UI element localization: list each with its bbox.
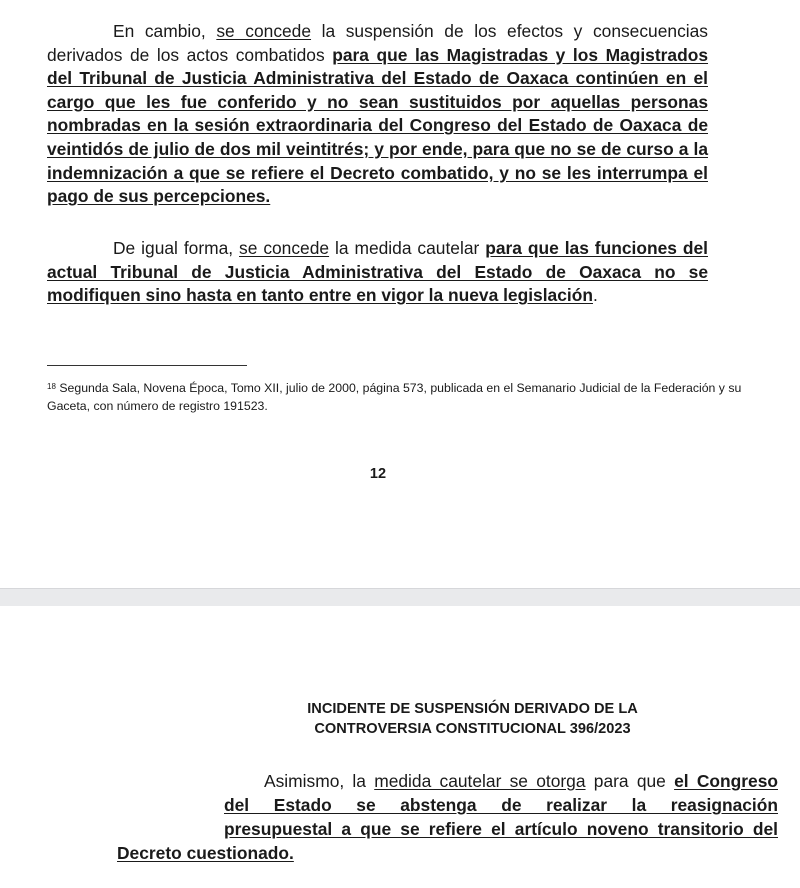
emphasized-clause: para que las funciones del actual Tribunal de Justicia Administrativa del Estado de Oaxaca no se modifiquen sino hasta en tanto entre en vigor la nueva legislación (47, 238, 708, 306)
page-number: 12 (369, 466, 387, 482)
paragraph-precautionary-measure: De igual forma, se concede la medida cautelar para que las funciones del actual Tribunal de Justicia Administrativa del Estado de Oaxaca no se modifiquen sino hasta en tanto entre en vigor la nueva legislación. (47, 238, 708, 306)
document-page-13 (0, 606, 800, 888)
footnote-separator (47, 365, 247, 366)
footnote: $^{18}$ Segunda Sala, Novena Época, Tomo XII, julio de 2000, página 573, publicada en el Semanario Judicial de la Federación y su Gaceta, con número de registro 191523. (47, 381, 742, 413)
paragraph-budget-measure: Asimismo, la medida cautelar se otorga para que el Congreso del Estado se abstenga de realizar la reasignación presupuestal a que se refiere el artículo noveno transitorio del Decreto cuestionado. (117, 771, 778, 863)
se-concede-phrase: se concede (216, 21, 312, 41)
se-concede-phrase: se concede (239, 238, 330, 258)
paragraph-suspension-granted: En cambio, se concede la suspensión de los efectos y consecuencias derivados de los actos combatidos para que las Magistradas y los Magistrados del Tribunal de Justicia Administrativa del Estado de Oaxaca continúen en el cargo que les fue conferido y no sean sustituidos por aquellas personas nombradas en la sesión extraordinaria del Congreso del Estado de Oaxaca de veintidós de julio de dos mil veintitrés; y por ende, para que no se de curso a la indemnización a que se refiere el Decreto combatido, y no se les interrumpa el pago de sus percepciones. (47, 21, 709, 207)
emphasized-clause: para que las Magistradas y los Magistrados del Tribunal de Justicia Administrativa del Estado de Oaxaca continúen en el cargo que les fue conferido y no sean sustituidos por aquellas personas nombradas en la sesión extraordinaria del Congreso del Estado de Oaxaca de veintidós de julio de dos mil veintitrés; y por ende, para que no se de curso a la indemnización a que se refiere el Decreto combatido, y no se les interrumpa el pago de sus percepciones. (47, 44, 709, 207)
footnote-marker: 18 (47, 382, 56, 391)
running-header: INCIDENTE DE SUSPENSIÓN DERIVADO DE LA CONTROVERSIA CONSTITUCIONAL 396/2023 (307, 701, 638, 737)
medida-cautelar-phrase: medida cautelar se otorga (374, 771, 586, 791)
page-break (0, 588, 800, 607)
